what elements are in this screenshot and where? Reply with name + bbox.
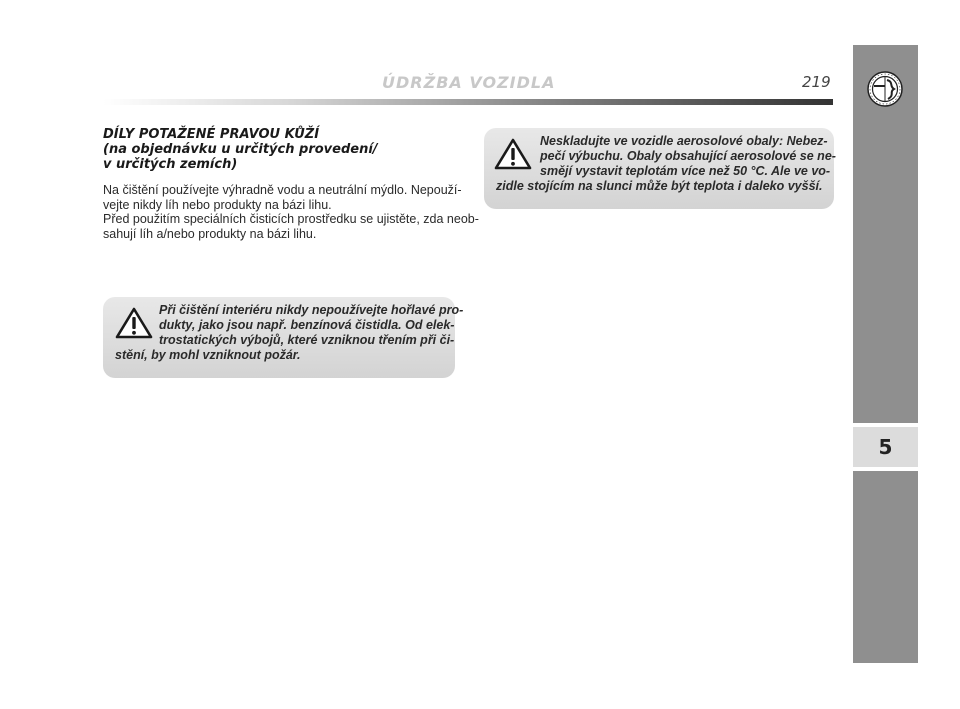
heading-line: (na objednávku u určitých provedení/ (103, 142, 378, 157)
warning-line: smějí vystavit teplotám více než 50 °C. Ale ve vo- (540, 164, 831, 178)
warning-line: dukty, jako jsou např. benzínová čistidla. Od elek- (159, 318, 455, 332)
warning-line: Neskladujte ve vozidle aerosolové obaly: Nebez- (540, 134, 828, 148)
body-line: Před použitím speciálních čisticích prostředku se ujistěte, zda neob- (103, 212, 479, 226)
heading-line: DÍLY POTAŽENÉ PRAVOU KŮŽÍ (103, 127, 320, 142)
body-line: vejte nikdy líh nebo produkty na bázi lihu. (103, 197, 332, 212)
chapter-tab: 5 (853, 427, 918, 467)
section-heading (103, 127, 463, 172)
body-line: sahují líh a/nebo produkty na bázi lihu. (103, 226, 317, 241)
warning-text (115, 303, 463, 363)
warning-line: pečí výbuchu. Obaly obsahující aerosolové se ne- (540, 149, 836, 163)
warning-box-fire (103, 297, 464, 378)
header-rule (103, 99, 833, 105)
alfa-romeo-badge-icon (867, 71, 903, 107)
chapter-sidebar-bottom (853, 471, 918, 663)
page-number: 219 (802, 73, 831, 91)
section-body (103, 183, 479, 241)
body-line: Na čištění používejte výhradně vodu a neutrální mýdlo. Nepouží- (103, 183, 462, 197)
warning-line: Při čištění interiéru nikdy nepoužívejte hořlavé pro- (159, 303, 464, 317)
warning-line: trostatických výbojů, které vzniknou třením při či- (159, 333, 455, 347)
page-title: ÚDRŽBA VOZIDLA (382, 73, 556, 92)
warning-text (496, 134, 836, 194)
warning-line: zidle stojícím na slunci může být teplota i daleko vyšší. (496, 179, 823, 193)
warning-line: stění, by mohl vzniknout požár. (115, 348, 301, 362)
warning-box-aerosol (484, 128, 834, 209)
heading-line: v určitých zemích) (103, 157, 238, 172)
